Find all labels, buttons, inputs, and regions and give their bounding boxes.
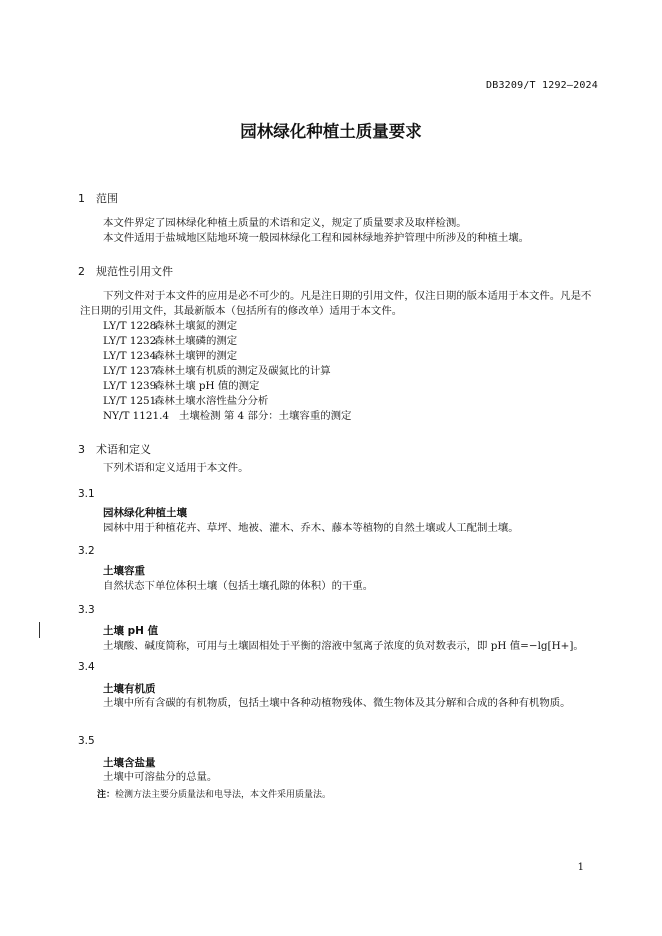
reference-title: 森林土壤钾的测定 bbox=[154, 350, 238, 362]
section-heading-scope bbox=[78, 190, 118, 206]
reference-item bbox=[103, 319, 237, 334]
note bbox=[97, 787, 331, 800]
reference-code: LY/T 1232 bbox=[103, 335, 157, 347]
reference-code: LY/T 1251 bbox=[103, 395, 157, 407]
reference-code: LY/T 1228 bbox=[103, 320, 157, 332]
scope-paragraph-2: 本文件适用于盐城地区陆地环境一般园林绿化工程和园林绿地养护管理中所涉及的种植土壤。 bbox=[103, 232, 530, 244]
section-number: 3 bbox=[78, 443, 85, 456]
reference-code: LY/T 1237 bbox=[103, 365, 157, 377]
term-definition: 土壤中所有含碳的有机物质，包括土壤中各种动植物残体、微生物体及其分解和合成的各种有机物质。 bbox=[103, 697, 571, 709]
note-text: 检测方法主要分质量法和电导法，本文件采用质量法。 bbox=[115, 790, 332, 800]
term-name: 土壤含盐量 bbox=[103, 757, 156, 769]
standard-code: DB3209/T 1292—2024 bbox=[486, 80, 598, 91]
note-label: 注： bbox=[97, 790, 116, 800]
reference-title: 森林土壤磷的测定 bbox=[154, 335, 238, 347]
reference-item bbox=[103, 409, 351, 424]
section-title: 规范性引用文件 bbox=[96, 265, 173, 278]
term-number: 3.2 bbox=[78, 545, 95, 557]
reference-code: LY/T 1239 bbox=[103, 380, 157, 392]
section-heading-normative-references bbox=[78, 263, 173, 279]
section-number: 2 bbox=[78, 265, 85, 278]
term-name: 土壤容重 bbox=[103, 565, 145, 577]
term-number: 3.5 bbox=[78, 735, 95, 747]
term-name: 土壤有机质 bbox=[103, 683, 156, 695]
term-name: 土壤 pH 值 bbox=[103, 625, 159, 637]
reference-item bbox=[103, 379, 259, 394]
term-number: 3.4 bbox=[78, 661, 95, 673]
term-definition: 土壤酸、碱度简称，可用与土壤固相处于平衡的溶液中氢离子浓度的负对数表示，即 pH 值=−lg[H+]。 bbox=[103, 640, 584, 652]
term-number: 3.1 bbox=[78, 488, 95, 500]
reference-title: 土壤检测 第 4 部分：土壤容重的测定 bbox=[179, 410, 352, 422]
page-number: 1 bbox=[577, 862, 584, 873]
reference-item bbox=[103, 364, 331, 379]
term-definition: 土壤中可溶盐分的总量。 bbox=[103, 771, 218, 783]
reference-item bbox=[103, 349, 237, 364]
reference-item bbox=[103, 394, 268, 409]
term-number: 3.3 bbox=[78, 604, 95, 616]
term-definition: 自然状态下单位体积土壤（包括土壤孔隙的体积）的干重。 bbox=[103, 580, 374, 592]
reference-code: LY/T 1234 bbox=[103, 350, 157, 362]
document-title: 园林绿化种植土质量要求 bbox=[240, 122, 422, 141]
scope-paragraph-1: 本文件界定了园林绿化种植土质量的术语和定义，规定了质量要求及取样检测。 bbox=[103, 217, 467, 229]
term-name: 园林绿化种植土壤 bbox=[103, 507, 187, 519]
reference-item bbox=[103, 334, 237, 349]
section-title: 范围 bbox=[96, 192, 118, 205]
section-heading-terms bbox=[78, 441, 151, 457]
reference-title: 森林土壤水溶性盐分分析 bbox=[154, 395, 269, 407]
terms-intro: 下列术语和定义适用于本文件。 bbox=[103, 462, 249, 474]
reference-code: NY/T 1121.4 bbox=[103, 410, 170, 422]
section-title: 术语和定义 bbox=[96, 443, 151, 456]
change-marker bbox=[39, 622, 40, 638]
reference-title: 森林土壤氮的测定 bbox=[154, 320, 238, 332]
section-number: 1 bbox=[78, 192, 85, 205]
reference-title: 森林土壤有机质的测定及碳氮比的计算 bbox=[154, 365, 331, 377]
references-intro: 下列文件对于本文件的应用是必不可少的。凡是注日期的引用文件，仅注日期的版本适用于本文件。凡是不注日期的引用文件，其最新版本（包括所有的修改单）适用于本文件。 bbox=[80, 290, 592, 317]
reference-title: 森林土壤 pH 值的测定 bbox=[154, 380, 260, 392]
term-definition: 园林中用于种植花卉、草坪、地被、灌木、乔木、藤本等植物的自然土壤或人工配制土壤。 bbox=[103, 522, 519, 534]
